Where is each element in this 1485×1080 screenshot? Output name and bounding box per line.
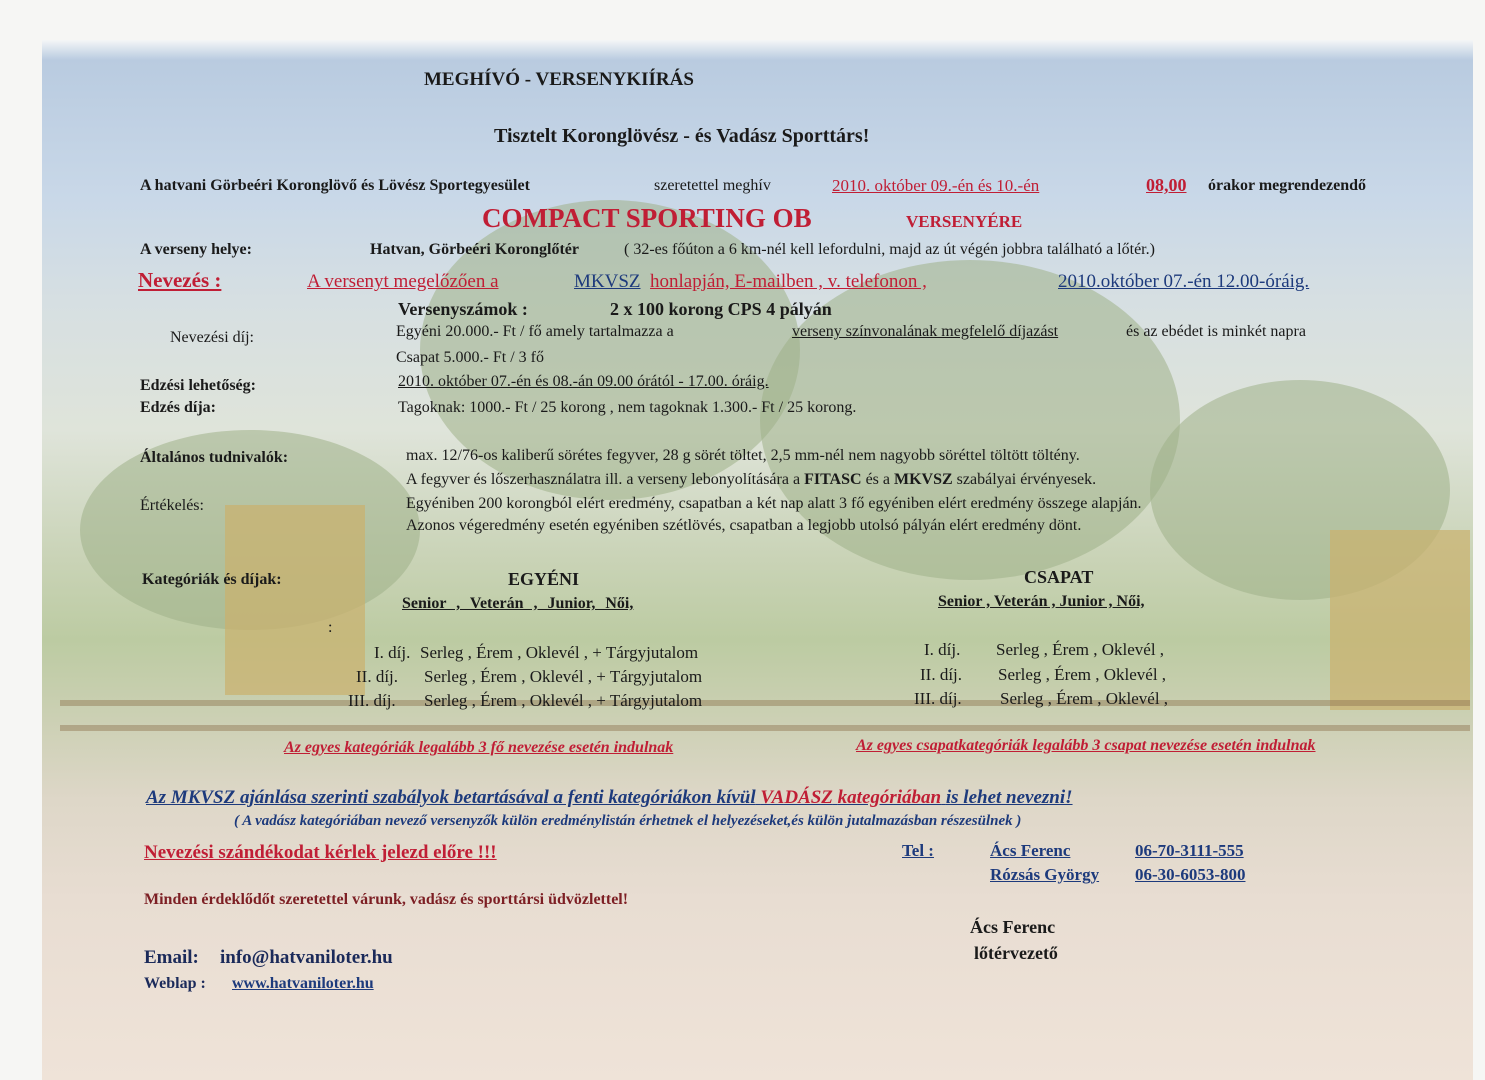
team-prize-2-items: Serleg , Érem , Oklevél , [998,665,1167,684]
team-prize-2-rank: II. díj. [920,665,963,684]
general-line2: A fegyver és lőszerhasználatra ill. a verseny lebonyolítására a FITASC és a MKVSZ szabályai érvényesek. [406,471,1097,488]
event-date: 2010. október 09.-én és 10.-én [832,176,1040,195]
team-prize-3-items: Serleg , Érem , Oklevél , [1000,689,1169,708]
document-title: MEGHÍVÓ - VERSENYKIÍRÁS [424,69,694,90]
categories-label: Kategóriák és díjak: [142,571,282,588]
scan-border-left [0,0,42,1080]
web-link[interactable]: www.hatvaniloter.hu [232,975,374,992]
individual-prize-1-items: Serleg , Érem , Oklevél , + Tárgyjutalom [420,643,699,662]
contact-2-phone: 06-30-6053-800 [1135,865,1246,884]
fee-individual-c: és az ebédet is minkét napra [1126,323,1306,340]
greeting: Tisztelt Koronglövész - és Vadász Sporttárs! [494,125,870,147]
fee-individual-a: Egyéni 20.000.- Ft / fő amely tartalmazza a [396,323,674,340]
training-fee-value: Tagoknak: 1000.- Ft / 25 korong , nem tagoknak 1.300.- Ft / 25 korong. [398,399,857,416]
scan-border-top [0,0,1485,40]
signature-name: Ács Ferenc [970,917,1056,937]
individual-heading: EGYÉNI [508,569,580,589]
training-fee-label: Edzés díja: [140,399,216,416]
team-subcategories: Senior , Veterán , Junior , Női, [938,593,1145,610]
general-label: Általános tudnivalók: [140,449,289,466]
contact-2-name: Rózsás György [990,865,1100,884]
signature-role: lőtérvezető [974,943,1058,963]
training-value: 2010. október 07.-én és 08.-án 09.00 órától - 17.00. óráig. [398,373,769,390]
general-line1: max. 12/76-os kaliberű sörétes fegyver, 28 g sörét töltet, 2,5 mm-nél nem nagyobb söréttel töltött töltény. [406,447,1080,464]
intent-notice: Nevezési szándékodat kérlek jelezd előre !!! [144,842,497,863]
contact-1-phone: 06-70-3111-555 [1135,841,1244,860]
entry-text2: honlapján, E-mailben , v. telefonon , [650,271,927,292]
contact-1-name: Ács Ferenc [990,841,1071,860]
entry-deadline: 2010.október 07.-én 12.00-óráig. [1058,271,1310,292]
categories-colon: : [328,619,333,636]
team-prize-1-rank: I. díj. [924,640,961,659]
email-link[interactable]: info@hatvaniloter.hu [220,947,393,968]
individual-subcategories: Senior , Veterán , Junior, Női, [402,595,634,612]
event-name: COMPACT SPORTING OB [482,203,812,233]
individual-note: Az egyes kategóriák legalább 3 fő nevezése esetén indulnak [284,739,674,756]
web-label: Weblap : [144,975,206,992]
evaluation-line2: Azonos végeredmény esetén egyéniben szétlövés, csapatban a legjobb utolsó pályán elért eredmény dönt. [406,517,1082,534]
hunter-rule: Az MKVSZ ajánlása szerinti szabályok betartásával a fenti kategóriákon kívül VADÁSZ kategóriában is lehet nevezni! [146,787,1073,808]
fee-team: Csapat 5.000.- Ft / 3 fő [396,349,544,366]
team-note: Az egyes csapatkategóriák legalább 3 csapat nevezése esetén indulnak [856,737,1316,754]
venue-label: A verseny helye: [140,241,252,258]
entry-org: MKVSZ [574,271,641,292]
team-heading: CSAPAT [1024,567,1094,587]
email-label: Email: [144,947,199,968]
events-value: 2 x 100 korong CPS 4 pályán [610,299,832,319]
venue-directions: ( 32-es főúton a 6 km-nél kell lefordulni, majd az út végén jobbra található a lőtér.) [624,241,1155,258]
intro-invite: szeretettel meghív [654,177,771,194]
hunter-note: ( A vadász kategóriában nevező versenyzők külön eredménylistán érhetnek el helyezéseket,és külön jutalmazásban részesülnek ) [234,813,1022,829]
intro-suffix: órakor megrendezendő [1208,177,1367,194]
entry-label: Nevezés : [138,268,222,292]
event-time: 08,00 [1146,175,1187,195]
individual-prize-2-rank: II. díj. [356,667,399,686]
scan-border-right [1473,0,1485,1080]
evaluation-line1: Egyéniben 200 korongból elért eredmény, csapatban a két nap alatt 3 fő egyéniben elért eredmény összege alapján. [406,495,1142,512]
events-label: Versenyszámok : [398,299,528,319]
fee-individual-b: verseny színvonalának megfelelő díjazást [792,323,1059,340]
fee-label: Nevezési díj: [170,329,254,346]
evaluation-label: Értékelés: [140,497,204,514]
entry-text1: A versenyt megelőzően a [307,271,499,292]
training-label: Edzési lehetőség: [140,377,256,394]
contacts-label: Tel : [902,841,934,860]
venue-place: Hatvan, Görbeéri Koronglőtér [370,241,579,258]
event-suffix: VERSENYÉRE [906,212,1023,231]
intro-organizer: A hatvani Görbeéri Koronglövő és Lövész Sportegyesület [140,177,530,194]
individual-prize-1-rank: I. díj. [374,643,411,662]
team-prize-3-rank: III. díj. [914,689,962,708]
individual-prize-3-rank: III. díj. [348,691,396,710]
individual-prize-3-items: Serleg , Érem , Oklevél , + Tárgyjutalom [424,691,703,710]
team-prize-1-items: Serleg , Érem , Oklevél , [996,640,1165,659]
individual-prize-2-items: Serleg , Érem , Oklevél , + Tárgyjutalom [424,667,703,686]
welcome-text: Minden érdeklődőt szeretettel várunk, vadász és sporttársi üdvözlettel! [144,891,629,908]
